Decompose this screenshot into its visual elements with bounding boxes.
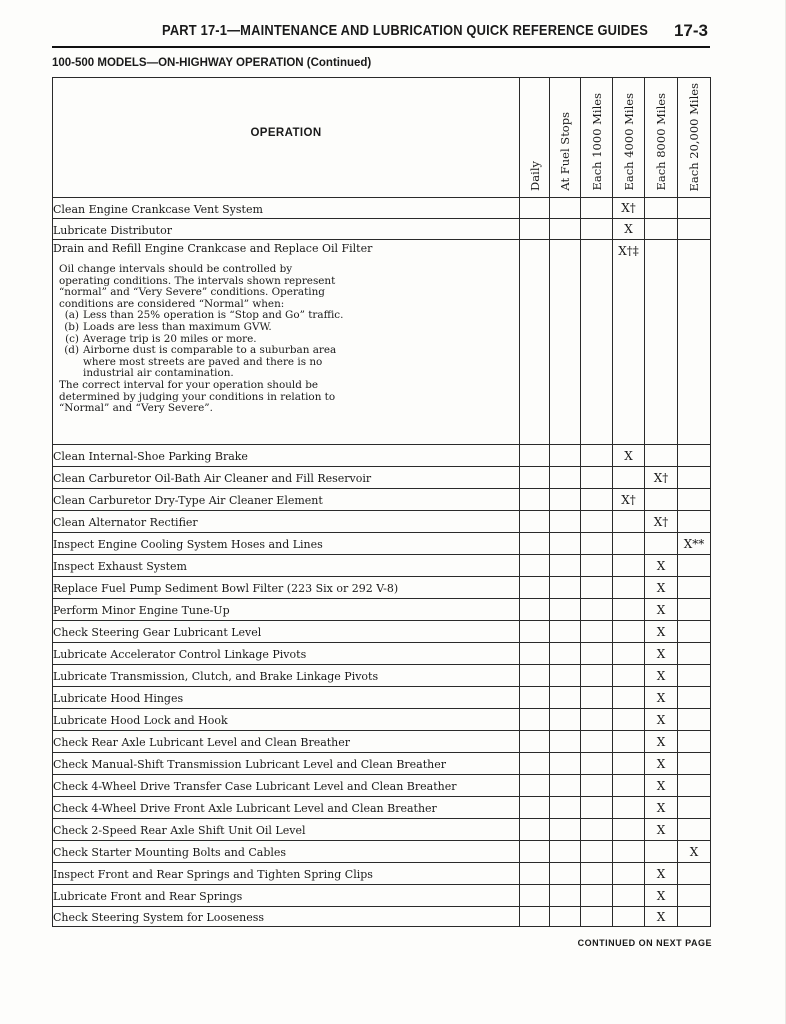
- interval-mark-cell: [581, 687, 613, 709]
- table-row: [53, 219, 711, 240]
- interval-mark-cell: [613, 489, 645, 511]
- interval-mark: X: [656, 580, 666, 595]
- interval-mark: X: [656, 778, 666, 793]
- interval-mark: X: [656, 909, 666, 924]
- interval-mark-cell: [520, 219, 550, 240]
- interval-mark-cell: [550, 599, 581, 621]
- table-row: [53, 489, 711, 511]
- oil-note-intro: Oil change intervals should be controlled by operating conditions. The intervals shown represent “normal” and “Very Severe” conditions. Operating conditions are considered “Normal” when:: [59, 263, 336, 310]
- interval-mark-cell: [645, 665, 678, 687]
- interval-mark-cell: [678, 467, 711, 489]
- interval-mark-cell: [581, 841, 613, 863]
- interval-mark-cell: [581, 643, 613, 665]
- interval-mark-cell: [520, 198, 550, 219]
- interval-mark-cell: [613, 709, 645, 731]
- interval-header-8000-miles: Each 8000 Miles: [645, 78, 678, 198]
- condition-text: Airborne dust is comparable to a suburban area where most streets are paved and there is no industrial air contamination.: [83, 344, 337, 380]
- interval-mark-cell: [645, 621, 678, 643]
- task-label: Inspect Exhaust System: [53, 560, 187, 573]
- interval-mark-cell: [550, 643, 581, 665]
- interval-mark-cell: [678, 885, 711, 907]
- interval-mark-cell: [645, 775, 678, 797]
- task-label: Clean Carburetor Oil-Bath Air Cleaner and Fill Reservoir: [53, 472, 372, 485]
- task-label: Check 4-Wheel Drive Transfer Case Lubricant Level and Clean Breather: [53, 780, 457, 793]
- task-label: Clean Engine Crankcase Vent System: [53, 202, 263, 216]
- interval-mark-cell: [520, 775, 550, 797]
- interval-mark: X: [624, 222, 633, 236]
- interval-mark-cell: [613, 198, 645, 219]
- task-label: Inspect Engine Cooling System Hoses and Lines: [53, 538, 323, 551]
- oil-note-condition: [59, 345, 344, 380]
- interval-mark-cell: [520, 819, 550, 841]
- interval-mark-cell: [613, 731, 645, 753]
- interval-mark-cell: [550, 709, 581, 731]
- interval-mark-cell: [613, 219, 645, 240]
- interval-mark: X: [656, 888, 666, 903]
- task-cell: [53, 907, 520, 927]
- interval-mark-cell: [550, 753, 581, 775]
- interval-mark: X: [656, 646, 666, 661]
- interval-mark-cell: [520, 621, 550, 643]
- interval-mark-cell: [678, 219, 711, 240]
- interval-mark-cell: [520, 489, 550, 511]
- interval-mark-cell: [581, 709, 613, 731]
- interval-mark-cell: [678, 709, 711, 731]
- task-label: Lubricate Distributor: [53, 223, 172, 237]
- operation-header: OPERATION: [53, 78, 520, 198]
- interval-mark-cell: [581, 555, 613, 577]
- interval-mark-cell: [550, 219, 581, 240]
- task-cell: [53, 709, 520, 731]
- interval-mark-cell: [678, 533, 711, 555]
- task-label: Check 2-Speed Rear Axle Shift Unit Oil Level: [53, 824, 306, 837]
- task-cell: [53, 797, 520, 819]
- interval-mark-cell: [520, 687, 550, 709]
- interval-mark-cell: [520, 445, 550, 467]
- interval-mark-cell: [645, 841, 678, 863]
- task-cell: [53, 445, 520, 467]
- table-row: [53, 511, 711, 533]
- table-header-row: [53, 78, 711, 198]
- interval-mark-cell: [581, 819, 613, 841]
- interval-mark-cell: [613, 555, 645, 577]
- interval-mark-cell: [613, 445, 645, 467]
- interval-mark-cell: [645, 198, 678, 219]
- task-cell: [53, 219, 520, 240]
- task-label: Perform Minor Engine Tune-Up: [53, 604, 230, 617]
- interval-mark-cell: [520, 665, 550, 687]
- task-cell: [53, 841, 520, 863]
- interval-mark-cell: [520, 709, 550, 731]
- interval-mark-cell: [678, 731, 711, 753]
- interval-mark-cell: [581, 599, 613, 621]
- maintenance-table-container: [52, 77, 710, 927]
- oil-note-conditions: [59, 310, 344, 380]
- table-row: [53, 643, 711, 665]
- interval-mark-cell: [613, 240, 645, 445]
- interval-mark-cell: [581, 731, 613, 753]
- interval-mark-cell: [678, 445, 711, 467]
- interval-mark-cell: [581, 753, 613, 775]
- interval-mark-cell: [645, 219, 678, 240]
- interval-mark-cell: [581, 511, 613, 533]
- interval-mark-cell: [581, 445, 613, 467]
- interval-mark-cell: [678, 841, 711, 863]
- interval-header-daily: Daily: [520, 78, 550, 198]
- table-row: [53, 885, 711, 907]
- interval-mark: X: [656, 558, 666, 573]
- interval-mark: X†: [621, 492, 636, 507]
- oil-change-note: [59, 264, 344, 415]
- interval-mark-cell: [550, 885, 581, 907]
- page-header: [52, 20, 710, 48]
- interval-mark-cell: [520, 643, 550, 665]
- interval-mark: X: [656, 668, 666, 683]
- interval-mark-cell: [678, 198, 711, 219]
- interval-mark-cell: [581, 863, 613, 885]
- interval-mark-cell: [678, 643, 711, 665]
- interval-mark-cell: [520, 577, 550, 599]
- interval-mark-cell: [645, 687, 678, 709]
- task-label: Lubricate Hood Hinges: [53, 692, 184, 705]
- interval-header-1000-miles: Each 1000 Miles: [581, 78, 613, 198]
- interval-mark-cell: [581, 907, 613, 927]
- interval-mark: X†: [653, 514, 669, 529]
- interval-mark-cell: [613, 467, 645, 489]
- interval-mark-cell: [581, 775, 613, 797]
- table-row: [53, 797, 711, 819]
- interval-mark-cell: [520, 885, 550, 907]
- task-label: Lubricate Transmission, Clutch, and Brake Linkage Pivots: [53, 670, 379, 683]
- part-title: PART 17-1—MAINTENANCE AND LUBRICATION QUICK REFERENCE GUIDES: [162, 22, 648, 39]
- oil-note-condition: [59, 322, 344, 334]
- interval-mark-cell: [645, 445, 678, 467]
- interval-mark-cell: [645, 819, 678, 841]
- interval-mark-cell: [613, 599, 645, 621]
- task-cell: [53, 533, 520, 555]
- table-row: [53, 240, 711, 445]
- interval-mark-cell: [645, 731, 678, 753]
- task-cell: [53, 643, 520, 665]
- task-label: Clean Internal-Shoe Parking Brake: [53, 450, 248, 463]
- interval-mark-cell: [520, 863, 550, 885]
- interval-mark-cell: [581, 489, 613, 511]
- interval-mark-cell: [678, 599, 711, 621]
- interval-mark-cell: [613, 753, 645, 775]
- task-cell: [53, 555, 520, 577]
- interval-mark: X: [656, 690, 666, 705]
- table-row: [53, 621, 711, 643]
- task-cell: [53, 599, 520, 621]
- interval-mark-cell: [613, 687, 645, 709]
- interval-mark-cell: [550, 445, 581, 467]
- interval-mark-cell: [581, 621, 613, 643]
- interval-mark-cell: [645, 240, 678, 445]
- interval-mark-cell: [581, 467, 613, 489]
- interval-mark-cell: [520, 841, 550, 863]
- interval-mark-cell: [645, 599, 678, 621]
- task-label: Replace Fuel Pump Sediment Bowl Filter (223 Six or 292 V-8): [53, 582, 399, 595]
- oil-note-closing: The correct interval for your operation should be determined by judging your conditions in relation to “Normal” and “Very Severe”.: [59, 378, 336, 415]
- interval-mark: X**: [683, 536, 705, 551]
- interval-mark: X: [656, 822, 666, 837]
- interval-mark-cell: [581, 665, 613, 687]
- task-label: Inspect Front and Rear Springs and Tighten Spring Clips: [53, 868, 373, 881]
- task-label: Check Manual-Shift Transmission Lubricant Level and Clean Breather: [53, 758, 447, 771]
- table-row: [53, 819, 711, 841]
- interval-mark-cell: [678, 240, 711, 445]
- task-cell: [53, 885, 520, 907]
- interval-mark-cell: [550, 819, 581, 841]
- task-cell: [53, 665, 520, 687]
- interval-mark-cell: [520, 599, 550, 621]
- interval-mark-cell: [613, 643, 645, 665]
- condition-text: Loads are less than maximum GVW.: [83, 320, 272, 333]
- interval-mark-cell: [645, 511, 678, 533]
- interval-mark: X: [656, 734, 666, 749]
- interval-mark-cell: [613, 863, 645, 885]
- table-body: [53, 198, 711, 927]
- interval-mark-cell: [581, 219, 613, 240]
- task-label: Check Starter Mounting Bolts and Cables: [53, 846, 287, 859]
- interval-mark-cell: [550, 198, 581, 219]
- task-label: Check 4-Wheel Drive Front Axle Lubricant Level and Clean Breather: [53, 802, 437, 815]
- interval-header-fuel-stops: At Fuel Stops: [550, 78, 581, 198]
- interval-mark-cell: [550, 533, 581, 555]
- interval-mark: X: [656, 624, 666, 639]
- task-label: Lubricate Hood Lock and Hook: [53, 714, 228, 727]
- interval-mark-cell: [550, 841, 581, 863]
- table-row: [53, 907, 711, 927]
- interval-mark-cell: [645, 753, 678, 775]
- interval-mark-cell: [613, 775, 645, 797]
- interval-mark-cell: [550, 621, 581, 643]
- interval-mark-cell: [613, 665, 645, 687]
- task-label: Lubricate Front and Rear Springs: [53, 890, 243, 903]
- task-label: Drain and Refill Engine Crankcase and Replace Oil Filter: [53, 242, 373, 255]
- interval-mark-cell: [520, 240, 550, 445]
- interval-mark-cell: [678, 753, 711, 775]
- task-cell: [53, 753, 520, 775]
- interval-mark: X: [656, 602, 666, 617]
- task-cell: [53, 863, 520, 885]
- interval-mark-cell: [645, 709, 678, 731]
- task-cell: [53, 489, 520, 511]
- interval-mark-cell: [678, 775, 711, 797]
- continued-note: CONTINUED ON NEXT PAGE: [577, 938, 712, 948]
- interval-mark-cell: [550, 489, 581, 511]
- table-row: [53, 467, 711, 489]
- task-cell: [53, 621, 520, 643]
- interval-mark-cell: [520, 511, 550, 533]
- condition-label: (d): [64, 344, 79, 357]
- section-title: 100-500 MODELS—ON-HIGHWAY OPERATION (Continued): [52, 57, 372, 69]
- interval-mark-cell: [678, 797, 711, 819]
- interval-mark-cell: [613, 797, 645, 819]
- task-label: Lubricate Accelerator Control Linkage Pivots: [53, 648, 307, 661]
- table-row: [53, 709, 711, 731]
- task-cell: [53, 240, 520, 445]
- interval-mark-cell: [645, 797, 678, 819]
- interval-mark-cell: [520, 533, 550, 555]
- interval-mark-cell: [581, 240, 613, 445]
- page-number: 17-3: [673, 21, 708, 40]
- interval-mark-cell: [678, 863, 711, 885]
- interval-mark-cell: [550, 555, 581, 577]
- condition-text: Average trip is 20 miles or more.: [83, 332, 257, 345]
- interval-mark-cell: [550, 907, 581, 927]
- interval-mark-cell: [678, 819, 711, 841]
- condition-label: (b): [64, 320, 79, 333]
- interval-mark-cell: [645, 863, 678, 885]
- interval-mark-cell: [678, 577, 711, 599]
- interval-mark-cell: [613, 577, 645, 599]
- interval-mark-cell: [520, 907, 550, 927]
- task-cell: [53, 467, 520, 489]
- interval-mark-cell: [581, 577, 613, 599]
- condition-label: (c): [65, 332, 79, 345]
- table-row: [53, 599, 711, 621]
- condition-text: Less than 25% operation is “Stop and Go” traffic.: [83, 309, 344, 322]
- interval-mark-cell: [645, 643, 678, 665]
- interval-mark-cell: [581, 885, 613, 907]
- task-label: Check Rear Axle Lubricant Level and Clean Breather: [53, 736, 351, 749]
- interval-mark: X: [656, 866, 666, 881]
- interval-mark-cell: [550, 511, 581, 533]
- interval-mark-cell: [550, 687, 581, 709]
- interval-mark-cell: [581, 198, 613, 219]
- interval-mark-cell: [520, 555, 550, 577]
- interval-mark-cell: [645, 533, 678, 555]
- table-row: [53, 198, 711, 219]
- task-cell: [53, 577, 520, 599]
- interval-mark-cell: [613, 533, 645, 555]
- task-cell: [53, 775, 520, 797]
- interval-mark: X: [624, 448, 633, 463]
- interval-mark-cell: [678, 687, 711, 709]
- task-cell: [53, 687, 520, 709]
- interval-mark: X: [656, 800, 666, 815]
- interval-mark: X†: [653, 470, 669, 485]
- interval-mark-cell: [613, 511, 645, 533]
- table-row: [53, 863, 711, 885]
- interval-mark-cell: [678, 621, 711, 643]
- table-row: [53, 841, 711, 863]
- interval-header-4000-miles: Each 4000 Miles: [613, 78, 645, 198]
- interval-mark-cell: [581, 797, 613, 819]
- interval-mark-cell: [520, 753, 550, 775]
- interval-mark-cell: [613, 885, 645, 907]
- table-row: [53, 775, 711, 797]
- task-cell: [53, 198, 520, 219]
- interval-mark-cell: [645, 555, 678, 577]
- interval-mark-cell: [550, 775, 581, 797]
- task-label: Clean Carburetor Dry-Type Air Cleaner Element: [53, 494, 323, 507]
- interval-mark-cell: [550, 731, 581, 753]
- interval-mark-cell: [520, 797, 550, 819]
- interval-mark: X: [656, 712, 666, 727]
- condition-label: (a): [64, 309, 79, 322]
- interval-mark-cell: [550, 467, 581, 489]
- interval-mark-cell: [613, 621, 645, 643]
- interval-mark-cell: [645, 467, 678, 489]
- table-row: [53, 665, 711, 687]
- table-row: [53, 753, 711, 775]
- task-cell: [53, 511, 520, 533]
- table-row: [53, 533, 711, 555]
- interval-mark-cell: [645, 577, 678, 599]
- task-cell: [53, 731, 520, 753]
- interval-mark-cell: [550, 577, 581, 599]
- interval-header-20000-miles: Each 20,000 Miles: [678, 78, 711, 198]
- interval-mark-cell: [550, 240, 581, 445]
- task-label: Check Steering System for Looseness: [53, 911, 264, 924]
- interval-mark-cell: [520, 467, 550, 489]
- interval-mark-cell: [550, 863, 581, 885]
- interval-mark: X†‡: [618, 244, 639, 258]
- table-row: [53, 731, 711, 753]
- interval-mark: X: [656, 756, 666, 771]
- table-row: [53, 687, 711, 709]
- interval-mark: X: [689, 844, 699, 859]
- table-row: [53, 555, 711, 577]
- interval-mark-cell: [550, 797, 581, 819]
- table-row: [53, 445, 711, 467]
- interval-mark: X†: [621, 201, 636, 215]
- interval-mark-cell: [678, 511, 711, 533]
- task-cell: [53, 819, 520, 841]
- table-row: [53, 577, 711, 599]
- interval-mark-cell: [645, 489, 678, 511]
- interval-mark-cell: [581, 533, 613, 555]
- interval-mark-cell: [678, 907, 711, 927]
- interval-mark-cell: [520, 731, 550, 753]
- maintenance-table: [52, 77, 711, 927]
- interval-mark-cell: [678, 665, 711, 687]
- task-label: Check Steering Gear Lubricant Level: [53, 626, 262, 639]
- task-label: Clean Alternator Rectifier: [53, 516, 198, 529]
- interval-mark-cell: [678, 555, 711, 577]
- interval-mark-cell: [613, 907, 645, 927]
- interval-mark-cell: [645, 907, 678, 927]
- interval-mark-cell: [678, 489, 711, 511]
- interval-mark-cell: [550, 665, 581, 687]
- interval-mark-cell: [645, 885, 678, 907]
- interval-mark-cell: [613, 841, 645, 863]
- interval-mark-cell: [613, 819, 645, 841]
